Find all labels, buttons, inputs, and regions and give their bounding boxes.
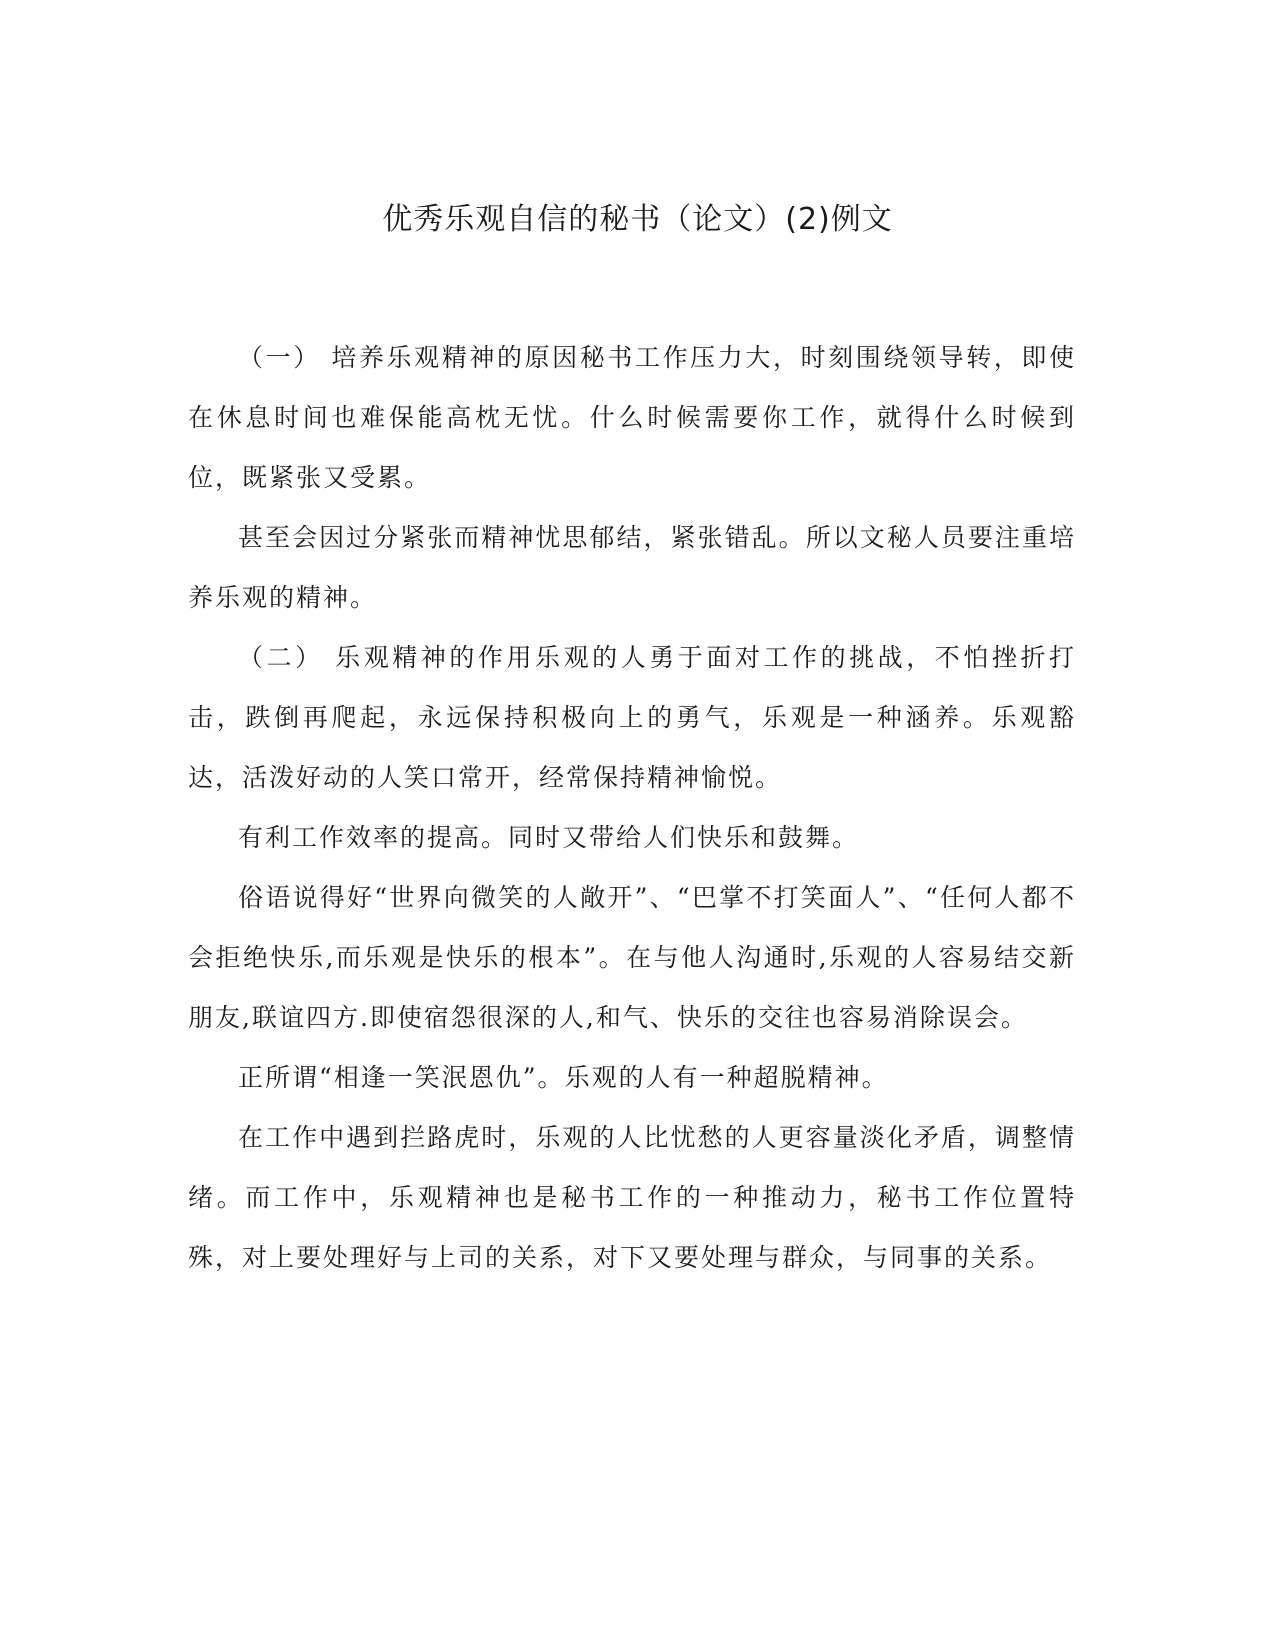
document-title: 优秀乐观自信的秘书（论文）(2)例文 — [382, 202, 893, 237]
paragraph: 俗语说得好“世界向微笑的人敞开”、“巴掌不打笑面人”、“任何人都不会拒绝快乐,而乐观是快乐的根本”。在与他人沟通时,乐观的人容易结交新朋友,联谊四方.即使宿怨很深的人,和气、快乐的交往也容易消除误会。 — [188, 883, 1076, 1032]
paragraph: （一） 培养乐观精神的原因秘书工作压力大，时刻围绕领导转，即使在休息时间也难保能高枕无忧。什么时候需要你工作，就得什么时候到位，既紧张又受累。 — [188, 343, 1076, 492]
paragraph: 在工作中遇到拦路虎时，乐观的人比忧愁的人更容量淡化矛盾，调整情绪。而工作中，乐观精神也是秘书工作的一种推动力，秘书工作位置特殊，对上要处理好与上司的关系，对下又要处理与群众，与同事的关系。 — [188, 1123, 1076, 1272]
paragraph: 有利工作效率的提高。同时又带给人们快乐和鼓舞。 — [238, 823, 860, 852]
paragraph: 正所谓“相逢一笑泯恩仇”。乐观的人有一种超脱精神。 — [238, 1063, 889, 1092]
paragraph: 甚至会因过分紧张而精神忧思郁结，紧张错乱。所以文秘人员要注重培养乐观的精神。 — [188, 523, 1076, 612]
document-body — [188, 328, 1076, 1288]
paragraph: （二） 乐观精神的作用乐观的人勇于面对工作的挑战，不怕挫折打击，跌倒再爬起，永远保持积极向上的勇气，乐观是一种涵养。乐观豁达，活泼好动的人笑口常开，经常保持精神愉悦。 — [188, 643, 1076, 792]
